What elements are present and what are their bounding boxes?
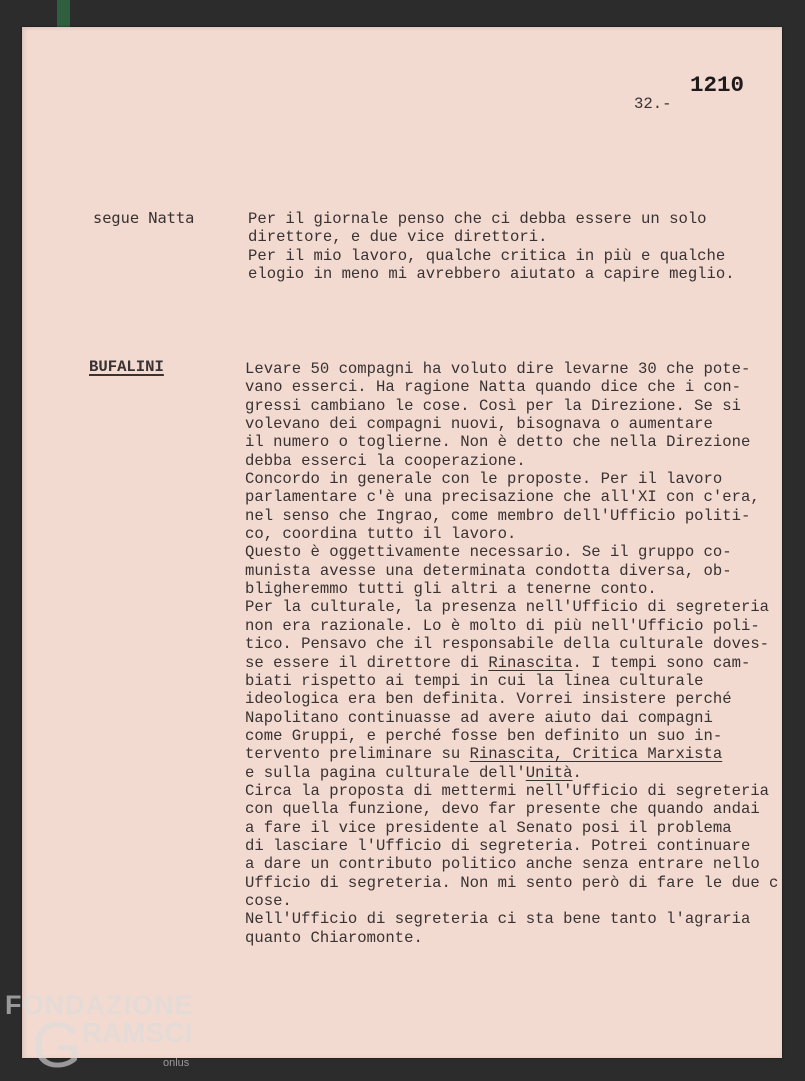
text-line [245,635,778,653]
underlined-text: Rinascita, Critica Marxista [469,745,723,764]
binding-strip [57,0,70,27]
sheet-number: 32.- [634,95,672,113]
text-line [245,929,778,947]
text-line [245,819,778,837]
text-segment: volevano dei compagni nuovi, bisognava o aumentare [245,415,713,434]
text-segment: a dare un contributo politico anche senza entrare nello [245,855,760,874]
text-segment: Concordo in generale con le proposte. Per il lavoro [245,470,723,489]
text-segment: nel senso che Ingrao, come membro dell'Ufficio politi- [245,506,751,525]
text-line [245,800,778,818]
text-segment: Per il giornale penso che ci debba essere un solo [248,210,707,228]
text-segment: Napolitano continuasse ad avere aiuto dai compagni [245,708,713,727]
text-line [245,782,778,800]
text-line [245,452,778,470]
text-segment: quanto Chiaromonte. [245,928,423,947]
text-line [245,727,778,745]
text-segment: ideologica era ben definita. Vorrei insistere perché [245,690,732,709]
text-line [245,837,778,855]
text-segment: debba esserci la cooperazione. [245,451,526,470]
text-segment: Per il mio lavoro, qualche critica in più e qualche [248,246,726,265]
text-line [245,488,778,506]
text-segment: a fare il vice presidente al Senato posi il problema [245,818,732,837]
page-number-stamp: 1210 [690,72,745,98]
text-line [248,228,735,246]
watermark-gramsci-logo: GRAMSCI [32,1009,193,1081]
text-line [245,433,778,451]
text-segment: . I tempi sono cam- [572,653,751,672]
text-line [245,672,778,690]
text-segment: direttore, e due vice direttori. [248,228,548,247]
text-line [248,247,735,265]
text-segment: Circa la proposta di mettermi nell'Ufficio di segreteria [245,781,770,800]
text-line [245,598,778,616]
section-body-natta [248,210,735,283]
text-segment: munista avesse una determinata condotta diversa, ob- [245,561,732,580]
text-segment: Per la culturale, la presenza nell'Ufficio di segreteria [245,598,770,617]
text-line [245,764,778,782]
text-segment: e sulla pagina culturale dell' [245,763,526,782]
text-line [245,855,778,873]
text-line [245,378,778,396]
watermark-onlus: onlus [163,1057,190,1069]
underlined-text: Rinascita [488,653,573,672]
text-segment: elogio in meno mi avrebbero aiutato a capire meglio. [248,265,735,284]
text-segment: Ufficio di segreteria. Non mi sento però di fare le due c [245,873,779,892]
text-line [245,617,778,635]
text-segment: parlamentare c'è una precisazione che all'XI con c'era, [245,488,760,507]
text-segment: bligheremmo tutti gli altri a tenerne conto. [245,580,657,599]
text-line [245,580,778,598]
text-segment: Levare 50 compagni ha voluto dire levarne 30 che pote- [245,360,751,378]
text-segment: come Gruppi, e perché fosse ben definito un suo in- [245,726,723,745]
underlined-text: Unità [525,763,573,782]
text-segment: Nell'Ufficio di segreteria ci sta bene tanto l'agraria [245,910,751,929]
text-segment: . [572,763,582,782]
watermark-fondazione: FONDAZIONE [5,990,194,1020]
text-line [248,210,735,228]
text-segment: tico. Pensavo che il responsabile della culturale doves- [245,635,770,654]
text-segment: tervento preliminare su [245,745,470,764]
text-segment: vano esserci. Ha ragione Natta quando dice che i con- [245,378,741,397]
text-line [245,507,778,525]
text-line [248,265,735,283]
text-segment: di lasciare l'Ufficio di segreteria. Potrei continuare [245,836,751,855]
text-segment: co, coordina tutto il lavoro. [245,525,517,544]
text-line [245,745,778,763]
text-segment: se essere il direttore di [245,653,489,672]
text-segment: biati rispetto ai tempi in cui la linea culturale [245,671,704,690]
speaker-label-bufalini: BUFALINI [89,358,164,376]
text-line [245,525,778,543]
text-segment: Questo è oggettivamente necessario. Se il gruppo co- [245,543,732,562]
text-line [245,892,778,910]
text-line [245,690,778,708]
text-line [245,709,778,727]
text-line [245,415,778,433]
text-segment: cose. [245,891,292,910]
text-line [245,543,778,561]
text-line [245,470,778,488]
text-line [245,397,778,415]
text-segment: non era razionale. Lo è molto di più nell'Ufficio poli- [245,616,760,635]
section-body-bufalini [245,360,778,947]
text-segment: con quella funzione, devo far presente che quando andai [245,800,760,819]
text-segment: il numero o toglierne. Non è detto che nella Direzione [245,433,751,452]
text-line [245,360,778,378]
text-line [245,562,778,580]
text-line [245,654,778,672]
text-segment: gressi cambiano le cose. Così per la Direzione. Se si [245,396,741,415]
text-line [245,910,778,928]
text-line [245,874,778,892]
speaker-label-natta: segue Natta [93,209,195,227]
